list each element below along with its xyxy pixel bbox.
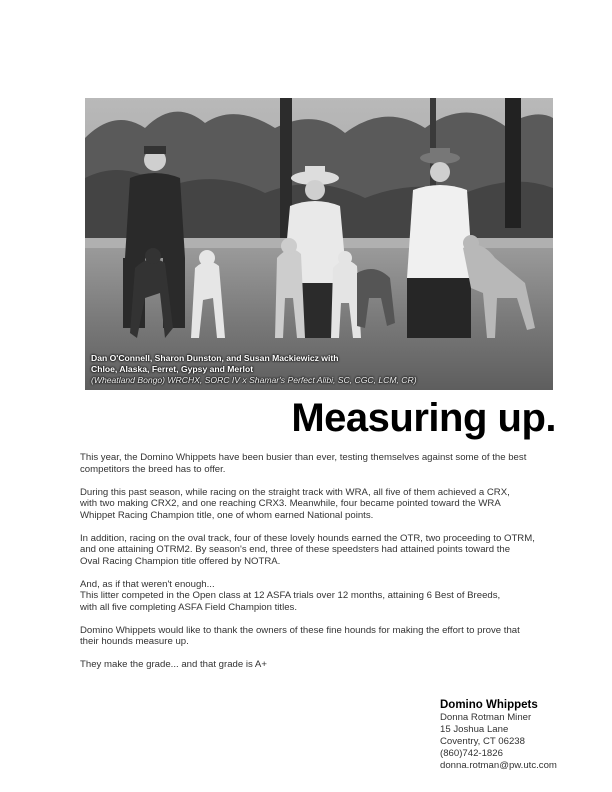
p2-line-2: with two making CRX2, and one reaching CRX3. Meanwhile, four became pointed toward the WRA xyxy=(80,498,501,509)
contact-phone: (860)742-1826 xyxy=(440,748,503,759)
p4-line-3: with all five completing ASFA Field Champion titles. xyxy=(80,601,298,613)
group-photo xyxy=(85,98,553,390)
contact-block xyxy=(440,698,557,772)
caption-line-3: (Wheatland Bongo) WRCHX, SORC IV x Shamar's Perfect Alibi, SC, CGC, LCM, CR) xyxy=(91,375,417,385)
p4-line-1: And, as if that weren't enough... xyxy=(80,578,215,590)
contact-city: Coventry, CT 06238 xyxy=(440,736,525,747)
p5-line-1: Domino Whippets would like to thank the owners of these fine hounds for making the effort to prove that xyxy=(80,624,520,636)
caption-line-2: Chloe, Alaska, Ferret, Gypsy and Merlot xyxy=(91,364,254,374)
headline: Measuring up. xyxy=(291,396,556,440)
contact-email: donna.rotman@pw.utc.com xyxy=(440,760,557,771)
p2-line-1: During this past season, while racing on the straight track with WRA, all five of them achieved a CRX, xyxy=(80,486,510,498)
p5-line-2: their hounds measure up. xyxy=(80,636,189,647)
contact-street: 15 Joshua Lane xyxy=(440,724,509,735)
body-text xyxy=(80,452,560,682)
org-name: Domino Whippets xyxy=(440,699,538,711)
p6-line-1: They make the grade... and that grade is A+ xyxy=(80,659,267,670)
photo-caption xyxy=(91,353,547,386)
p3-line-2: and one attaining OTRM2. By season's end, three of these speedsters had attained points toward the xyxy=(80,544,511,555)
p1-line-2: competitors the breed has to offer. xyxy=(80,463,226,475)
p2-line-3: Whippet Racing Champion title, one of whom earned National points. xyxy=(80,509,374,521)
p3-line-1: In addition, racing on the oval track, four of these lovely hounds earned the OTR, two proceeding to OTRM, xyxy=(80,532,535,544)
paragraph-5 xyxy=(80,625,560,648)
p1-line-1: This year, the Domino Whippets have been busier than ever, testing themselves against some of the best xyxy=(80,452,527,463)
p4-line-2: This litter competed in the Open class at 12 ASFA trials over 12 months, attaining 6 Best of Breeds, xyxy=(80,590,501,601)
paragraph-3 xyxy=(80,533,560,568)
p3-line-3: Oval Racing Champion title offered by NOTRA. xyxy=(80,555,281,567)
paragraph-6 xyxy=(80,659,560,671)
paragraph-1 xyxy=(80,452,560,475)
photo-illustration xyxy=(85,98,553,390)
contact-name: Donna Rotman Miner xyxy=(440,712,532,723)
paragraph-2 xyxy=(80,487,560,522)
caption-line-1: Dan O'Connell, Sharon Dunston, and Susan Mackiewicz with xyxy=(91,353,339,363)
paragraph-4 xyxy=(80,579,560,614)
